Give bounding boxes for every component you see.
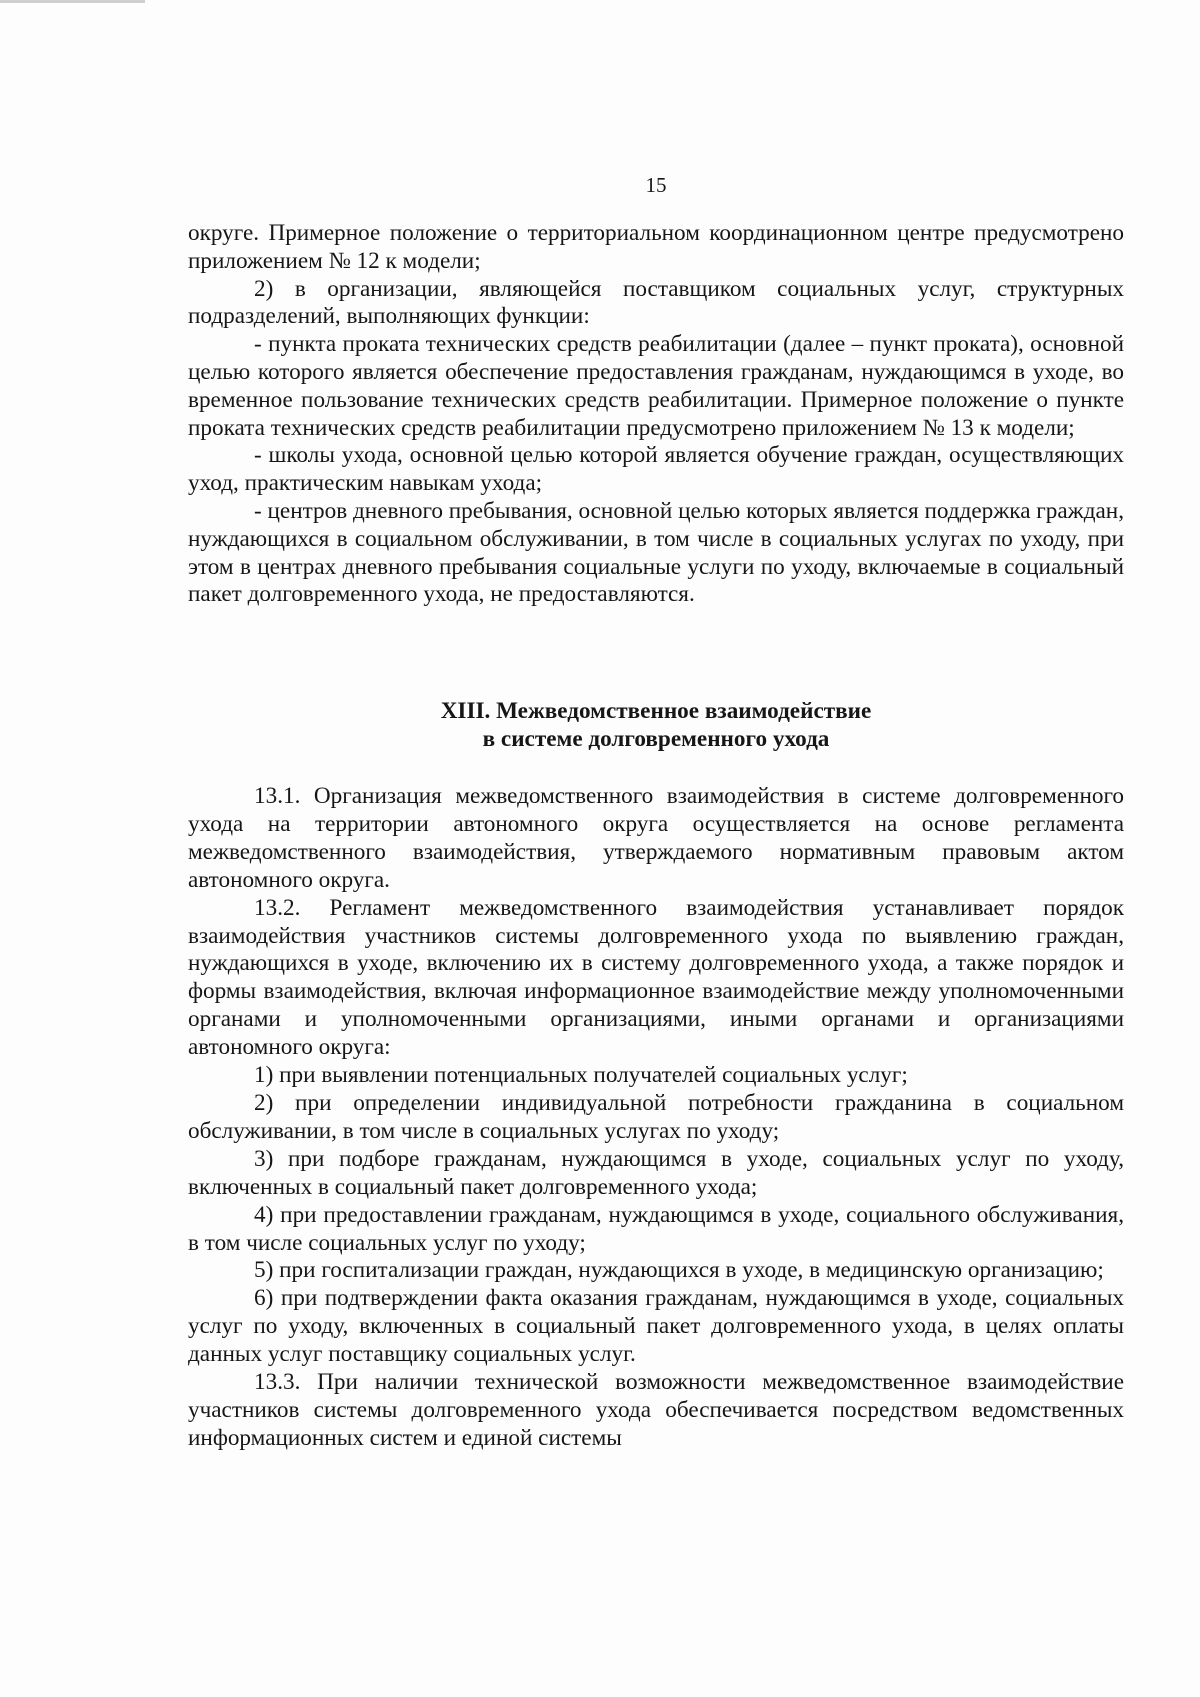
paragraph: 13.2. Регламент межведомственного взаимодействия устанавливает порядок взаимодействия участников системы долговременного ухода по выявлению граждан, нуждающихся в уходе, включению их в систему долговременного ухода, а также порядок и формы взаимодействия, включая информационное взаимодействие между уполномоченными органами и уполномоченными организациями, иными органами и организациями автономного округа: <box>188 894 1124 1061</box>
paragraph: - школы ухода, основной целью которой является обучение граждан, осуществляющих уход, практическим навыкам ухода; <box>188 442 1124 497</box>
section-heading <box>188 697 1124 753</box>
section-heading-line-1: XIII. Межведомственное взаимодействие <box>440 698 872 724</box>
intro-text-block <box>188 220 1124 609</box>
paragraph: 13.1. Организация межведомственного взаимодействия в системе долговременного ухода на территории автономного округа осуществляется на основе регламента межведомственного взаимодействия, утверждаемого нормативным правовым актом автономного округа. <box>188 783 1124 893</box>
paragraph: округе. Примерное положение о территориальном координационном центре предусмотрено приложением № 12 к модели; <box>188 220 1124 274</box>
paragraph: 2) в организации, являющейся поставщиком социальных услуг, структурных подразделений, выполняющих функции: <box>188 275 1124 330</box>
list-item: 6) при подтверждении факта оказания гражданам, нуждающимся в уходе, социальных услуг по уходу, включенных в социальный пакет долговременного ухода, в целях оплаты данных услуг поставщику социальных услуг. <box>188 1285 1124 1368</box>
list-item: 2) при определении индивидуальной потребности гражданина в социальном обслуживании, в том числе в социальных услугах по уходу; <box>188 1089 1124 1144</box>
paragraph: 13.3. При наличии технической возможности межведомственное взаимодействие участников системы долговременного ухода обеспечивается посредством ведомственных информационных систем и единой системы <box>188 1369 1124 1451</box>
page-number: 15 <box>645 173 667 197</box>
section-text-block <box>188 783 1124 1453</box>
scan-edge <box>0 0 145 3</box>
paragraph: - пункта проката технических средств реабилитации (далее – пункт проката), основной целью которого является обеспечение предоставления гражданам, нуждающимся в уходе, во временное пользование технических средств реабилитации. Примерное положение о пункте проката технических средств реабилитации предусмотрено приложением № 13 к модели; <box>188 331 1124 441</box>
list-item: 4) при предоставлении гражданам, нуждающимся в уходе, социального обслуживания, в том числе социальных услуг по уходу; <box>188 1201 1124 1256</box>
list-item: 3) при подборе гражданам, нуждающимся в уходе, социальных услуг по уходу, включенных в социальный пакет долговременного ухода; <box>188 1145 1124 1200</box>
paragraph: - центров дневного пребывания, основной целью которых является поддержка граждан, нуждающихся в социальном обслуживании, в том числе в социальных услугах по уходу, при этом в центрах дневного пребывания социальные услуги по уходу, включаемые в социальный пакет долговременного ухода, не предоставляются. <box>188 497 1124 608</box>
list-item: 1) при выявлении потенциальных получателей социальных услуг; <box>254 1062 908 1089</box>
section-heading-line-2: в системе долговременного ухода <box>482 726 830 752</box>
list-item: 5) при госпитализации граждан, нуждающихся в уходе, в медицинскую организацию; <box>254 1257 1104 1284</box>
